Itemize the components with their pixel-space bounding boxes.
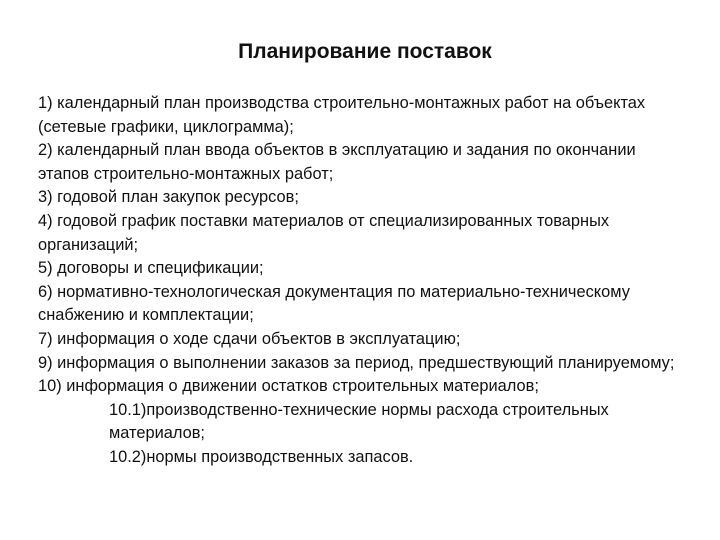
list-item: 3) годовой план закупок ресурсов;	[38, 188, 299, 207]
sub-list-item: 10.1)производственно-технические нормы расхода строительных материалов;	[109, 400, 609, 443]
list-item: 2) календарный план ввода объектов в эксплуатацию и задания по окончании этапов строительно-монтажных работ;	[38, 141, 636, 183]
list-item: 7) информация о ходе сдачи объектов в эксплуатацию;	[38, 329, 461, 348]
list-item: 5) договоры и спецификации;	[38, 259, 264, 278]
list-item: 9) информация о выполнении заказов за период, предшествующий планируемому;	[38, 353, 675, 372]
content-list	[38, 92, 688, 470]
list-item: 10) информация о движении остатков строительных материалов;	[38, 377, 539, 396]
list-item: 6) нормативно-технологическая документация по материально-техническому снабжению и комплектации;	[38, 282, 630, 325]
list-item: 4) годовой график поставки материалов от специализированных товарных организаций;	[38, 211, 610, 254]
slide-title: Планирование поставок	[238, 40, 492, 63]
sub-list-item: 10.2)нормы производственных запасов.	[109, 447, 414, 466]
list-item: 1) календарный план производства строительно-монтажных работ на объектах (сетевые графики, циклограмма);	[38, 94, 646, 136]
